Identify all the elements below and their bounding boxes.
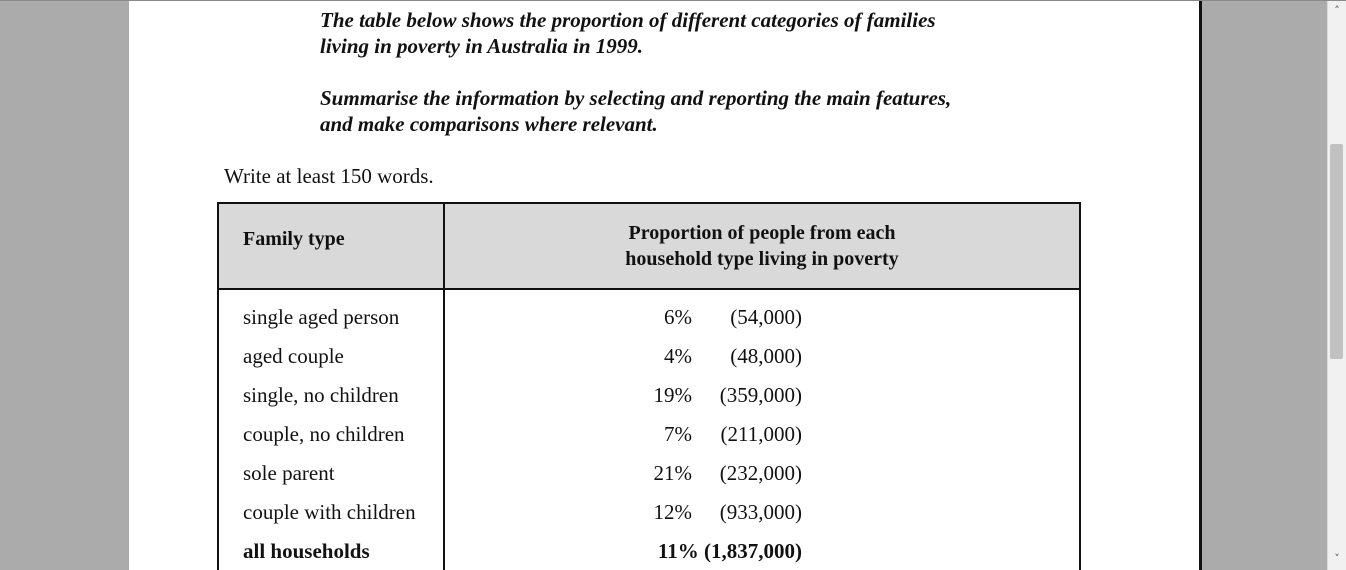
scroll-down-icon[interactable]: ˅ xyxy=(1334,552,1340,565)
total-value: 11% (1,837,000) xyxy=(657,539,802,563)
proportion-cell xyxy=(444,289,1080,337)
count-value: (48,000) xyxy=(730,344,802,368)
instruction-line: The table below shows the proportion of different categories of families xyxy=(320,8,936,32)
count-value: (211,000) xyxy=(720,422,802,446)
vertical-scrollbar[interactable] xyxy=(1327,1,1346,570)
proportion-cell xyxy=(444,415,1080,454)
percent-value: 19% xyxy=(653,383,692,407)
document-page xyxy=(129,1,1199,570)
count-value: (54,000) xyxy=(730,305,802,329)
task-instructions xyxy=(320,7,1020,137)
table-header-row xyxy=(218,203,1080,289)
table-row xyxy=(218,289,1080,337)
instruction-line: living in poverty in Australia in 1999. xyxy=(320,34,644,58)
table-row xyxy=(218,337,1080,376)
scrollbar-thumb[interactable] xyxy=(1330,144,1343,359)
proportion-cell xyxy=(444,493,1080,532)
family-type-cell: aged couple xyxy=(218,337,444,376)
proportion-cell xyxy=(444,454,1080,493)
scroll-up-icon[interactable]: ˄ xyxy=(1334,4,1340,17)
total-value-cell xyxy=(444,532,1080,570)
count-value: (359,000) xyxy=(719,383,802,407)
count-value: (933,000) xyxy=(719,500,802,524)
table-row xyxy=(218,493,1080,532)
proportion-cell xyxy=(444,337,1080,376)
word-count-note: Write at least 150 words. xyxy=(224,164,434,188)
percent-value: 4% xyxy=(664,344,692,368)
header-proportion-line: household type living in poverty xyxy=(625,248,899,270)
header-proportion xyxy=(444,203,1080,289)
percent-value: 7% xyxy=(664,422,692,446)
family-type-cell: all households xyxy=(218,532,444,570)
count-value: (232,000) xyxy=(719,461,802,485)
family-type-cell: couple with children xyxy=(218,493,444,532)
family-type-cell: sole parent xyxy=(218,454,444,493)
proportion-cell xyxy=(444,376,1080,415)
table-row xyxy=(218,376,1080,415)
table-row xyxy=(218,415,1080,454)
percent-value: 21% xyxy=(653,461,692,485)
table-row xyxy=(218,454,1080,493)
percent-value: 12% xyxy=(653,500,692,524)
family-type-cell: single aged person xyxy=(218,289,444,337)
percent-value: 6% xyxy=(664,305,692,329)
instruction-line: Summarise the information by selecting and reporting the main features, xyxy=(320,86,952,110)
header-proportion-line: Proportion of people from each xyxy=(628,222,896,244)
instruction-line: and make comparisons where relevant. xyxy=(320,112,658,136)
family-type-cell: couple, no children xyxy=(218,415,444,454)
family-type-cell: single, no children xyxy=(218,376,444,415)
header-family-type: Family type xyxy=(218,203,444,289)
page-edge-shadow xyxy=(1199,1,1202,570)
poverty-table xyxy=(217,202,1081,570)
table-total-row xyxy=(218,532,1080,570)
